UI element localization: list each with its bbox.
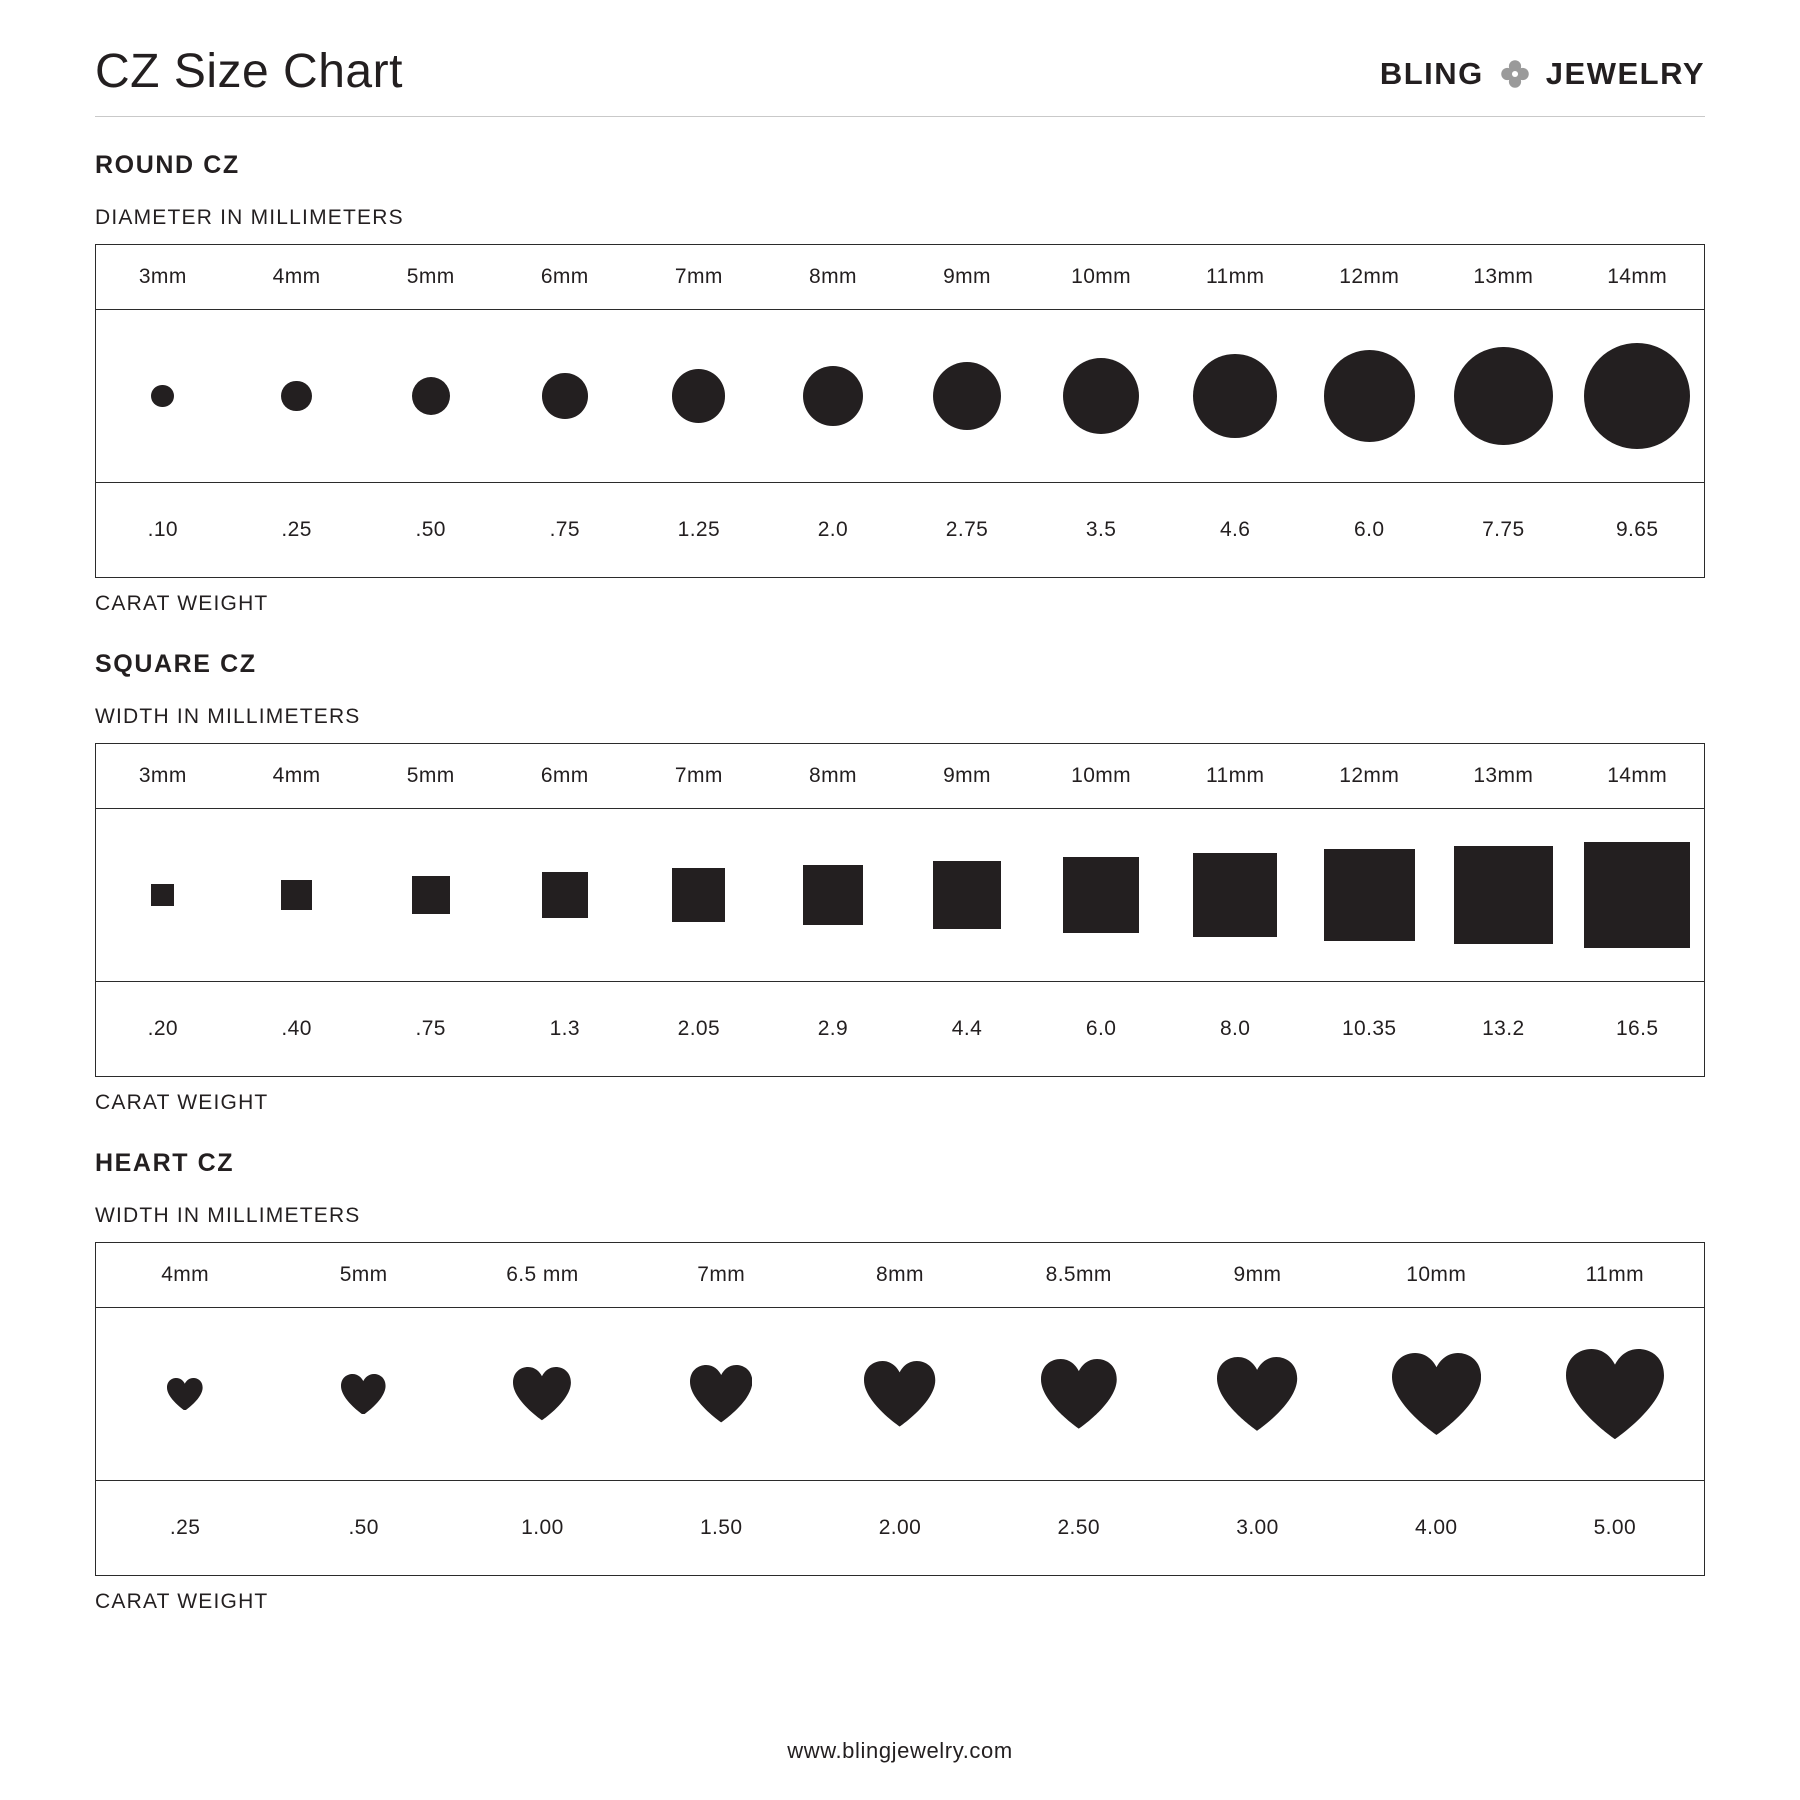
- round-cz-circle: [542, 373, 588, 419]
- heart-size-label: 4mm: [96, 1243, 275, 1308]
- heart-carat-value: 3.00: [1236, 1516, 1279, 1539]
- heart-shape-cell: [453, 1308, 632, 1481]
- square-shape-cell: [900, 809, 1034, 982]
- square-carat-value: .20: [147, 1017, 178, 1040]
- round-carat-value: .10: [147, 518, 178, 541]
- round-shape-cell: [1034, 310, 1168, 483]
- square-shape-cell: [632, 809, 766, 982]
- heart-carat-value: 1.00: [521, 1516, 564, 1539]
- heart-shape-cell: [989, 1308, 1168, 1481]
- round-cz-circle: [281, 381, 311, 411]
- round-shape-cell: [1168, 310, 1302, 483]
- round-shape-cell: [1570, 310, 1704, 483]
- section-title-square: SQUARE CZ: [95, 650, 257, 678]
- heart-carat-value: 5.00: [1593, 1516, 1637, 1539]
- round-cz-circle: [803, 366, 864, 427]
- axis-label-round-bottom: CARAT WEIGHT: [95, 592, 269, 615]
- heart-cz-heart: [1041, 1359, 1117, 1429]
- round-shape-cell: [364, 310, 498, 483]
- square-cz-square: [1324, 849, 1415, 940]
- round-carat-value: 2.75: [945, 518, 989, 541]
- heart-size-label: 6.5 mm: [453, 1243, 632, 1308]
- heart-shape-cell: [1347, 1308, 1526, 1481]
- round-carat-value: 6.0: [1354, 518, 1385, 541]
- square-size-label: 13mm: [1436, 744, 1570, 809]
- square-shape-cell: [498, 809, 632, 982]
- round-cz-circle: [933, 362, 1001, 430]
- brand-logo: [1380, 56, 1705, 96]
- square-cz-square: [933, 861, 1001, 929]
- square-shape-cell: [1034, 809, 1168, 982]
- square-shape-cell: [1302, 809, 1436, 982]
- round-shape-cell: [230, 310, 364, 483]
- square-carat-value: 2.9: [817, 1017, 849, 1040]
- heart-shape-row: [96, 1308, 1705, 1481]
- round-carat-value: 9.65: [1615, 518, 1659, 541]
- heart-carat-value: 2.00: [878, 1516, 922, 1539]
- round-header-row: [96, 245, 1705, 310]
- round-size-label: 6mm: [498, 245, 632, 310]
- square-cz-square: [542, 872, 588, 918]
- square-shape-cell: [364, 809, 498, 982]
- square-carat-value: 1.3: [549, 1017, 580, 1040]
- heart-cz-heart: [167, 1378, 203, 1411]
- round-cz-circle: [672, 369, 725, 422]
- section-square: [95, 650, 1705, 1115]
- square-header-row: [96, 744, 1705, 809]
- axis-label-square-bottom: CARAT WEIGHT: [95, 1091, 269, 1114]
- heart-size-label: 5mm: [274, 1243, 453, 1308]
- square-carat-value: 2.05: [677, 1017, 721, 1040]
- heart-size-label: 8.5mm: [989, 1243, 1168, 1308]
- square-shape-row: [96, 809, 1705, 982]
- heart-shape-cell: [1168, 1308, 1347, 1481]
- round-carat-value: 1.25: [677, 518, 721, 541]
- round-shape-cell: [1436, 310, 1570, 483]
- heart-size-label: 9mm: [1168, 1243, 1347, 1308]
- round-cz-circle: [1584, 343, 1690, 449]
- heart-shape-cell: [811, 1308, 990, 1481]
- round-shape-cell: [1302, 310, 1436, 483]
- round-cz-circle: [1193, 354, 1277, 438]
- heart-cz-heart: [690, 1365, 752, 1422]
- round-size-label: 4mm: [230, 245, 364, 310]
- heart-carat-value: .25: [169, 1516, 201, 1539]
- axis-label-square-top: WIDTH IN MILLIMETERS: [95, 705, 361, 728]
- round-size-label: 11mm: [1168, 245, 1302, 310]
- square-carat-value: .40: [281, 1017, 312, 1040]
- heart-size-label: 7mm: [632, 1243, 811, 1308]
- round-cz-circle: [1454, 347, 1553, 446]
- heart-header-row: [96, 1243, 1705, 1308]
- heart-carat-value: 2.50: [1057, 1516, 1100, 1539]
- round-size-label: 13mm: [1436, 245, 1570, 310]
- heart-cz-heart: [1392, 1353, 1481, 1435]
- section-title-heart: HEART CZ: [95, 1149, 235, 1177]
- round-size-label: 5mm: [364, 245, 498, 310]
- square-shape-cell: [230, 809, 364, 982]
- round-carat-value: 7.75: [1482, 518, 1525, 541]
- heart-cz-heart: [513, 1367, 571, 1420]
- round-size-table: [95, 244, 1705, 578]
- round-cz-circle: [412, 377, 450, 415]
- square-size-table: [95, 743, 1705, 1077]
- round-size-label: 7mm: [632, 245, 766, 310]
- square-size-label: 10mm: [1034, 744, 1168, 809]
- page-header: [95, 0, 1705, 117]
- round-size-label: 12mm: [1302, 245, 1436, 310]
- square-carat-value: .75: [415, 1017, 446, 1040]
- heart-size-label: 11mm: [1526, 1243, 1705, 1308]
- round-carat-value: .75: [549, 518, 580, 541]
- square-cz-square: [412, 876, 450, 914]
- axis-label-round-top: DIAMETER IN MILLIMETERS: [95, 206, 404, 229]
- square-shape-cell: [1570, 809, 1704, 982]
- square-cz-square: [803, 865, 864, 926]
- square-shape-cell: [1168, 809, 1302, 982]
- round-size-label: 14mm: [1570, 245, 1704, 310]
- heart-cz-heart: [1217, 1357, 1297, 1431]
- round-shape-cell: [96, 310, 230, 483]
- round-size-label: 8mm: [766, 245, 900, 310]
- round-shape-row: [96, 310, 1705, 483]
- square-cz-square: [1063, 857, 1139, 933]
- square-size-label: 6mm: [498, 744, 632, 809]
- round-shape-cell: [900, 310, 1034, 483]
- square-carat-value: 4.4: [951, 1017, 983, 1040]
- square-size-label: 8mm: [766, 744, 900, 809]
- axis-label-heart-bottom: CARAT WEIGHT: [95, 1590, 269, 1613]
- square-weight-row: [96, 982, 1705, 1077]
- heart-shape-cell: [274, 1308, 453, 1481]
- round-carat-value: .50: [415, 518, 446, 541]
- section-heart: [95, 1149, 1705, 1614]
- square-carat-value: 6.0: [1085, 1017, 1117, 1040]
- heart-cz-heart: [864, 1361, 935, 1427]
- heart-shape-cell: [1526, 1308, 1705, 1481]
- brand-name-left: BLING: [1379, 56, 1484, 91]
- square-size-label: 14mm: [1570, 744, 1704, 809]
- heart-shape-cell: [632, 1308, 811, 1481]
- clover-icon: [1498, 57, 1532, 91]
- square-shape-cell: [1436, 809, 1570, 982]
- axis-label-heart-top: WIDTH IN MILLIMETERS: [95, 1204, 361, 1227]
- round-size-label: 10mm: [1034, 245, 1168, 310]
- section-title-round: ROUND CZ: [95, 151, 240, 179]
- heart-weight-row: [96, 1481, 1705, 1576]
- brand-name-right: JEWELRY: [1545, 56, 1705, 91]
- square-cz-square: [1584, 842, 1690, 948]
- round-weight-row: [96, 483, 1705, 578]
- heart-carat-value: 4.00: [1415, 1516, 1458, 1539]
- square-shape-cell: [96, 809, 230, 982]
- square-carat-value: 10.35: [1341, 1017, 1397, 1040]
- square-size-label: 11mm: [1168, 744, 1302, 809]
- round-cz-circle: [1063, 358, 1139, 434]
- square-size-label: 3mm: [96, 744, 230, 809]
- round-carat-value: .25: [281, 518, 312, 541]
- heart-size-table: [95, 1242, 1705, 1576]
- square-carat-value: 16.5: [1615, 1017, 1659, 1040]
- square-size-label: 12mm: [1302, 744, 1436, 809]
- square-cz-square: [1454, 846, 1553, 945]
- round-cz-circle: [151, 385, 174, 408]
- round-shape-cell: [632, 310, 766, 483]
- heart-size-label: 10mm: [1347, 1243, 1526, 1308]
- heart-shape-cell: [96, 1308, 275, 1481]
- round-carat-value: 3.5: [1085, 518, 1117, 541]
- round-cz-circle: [1324, 350, 1415, 441]
- round-carat-value: 2.0: [817, 518, 849, 541]
- square-shape-cell: [766, 809, 900, 982]
- page-title: CZ Size Chart: [95, 45, 403, 98]
- square-size-label: 9mm: [900, 744, 1034, 809]
- square-cz-square: [281, 880, 311, 910]
- square-cz-square: [672, 868, 725, 921]
- round-shape-cell: [498, 310, 632, 483]
- square-carat-value: 13.2: [1482, 1017, 1525, 1040]
- round-size-label: 3mm: [96, 245, 230, 310]
- square-size-label: 7mm: [632, 744, 766, 809]
- website-footer: www.blingjewelry.com: [787, 1738, 1013, 1763]
- heart-cz-heart: [1566, 1349, 1664, 1439]
- round-size-label: 9mm: [900, 245, 1034, 310]
- square-cz-square: [151, 884, 174, 907]
- square-cz-square: [1193, 853, 1277, 937]
- heart-cz-heart: [341, 1374, 386, 1415]
- section-round: [95, 151, 1705, 616]
- heart-size-label: 8mm: [811, 1243, 990, 1308]
- round-carat-value: 4.6: [1219, 518, 1251, 541]
- heart-carat-value: .50: [348, 1516, 379, 1539]
- square-carat-value: 8.0: [1219, 1017, 1251, 1040]
- square-size-label: 5mm: [364, 744, 498, 809]
- square-size-label: 4mm: [230, 744, 364, 809]
- heart-carat-value: 1.50: [699, 1516, 743, 1539]
- round-shape-cell: [766, 310, 900, 483]
